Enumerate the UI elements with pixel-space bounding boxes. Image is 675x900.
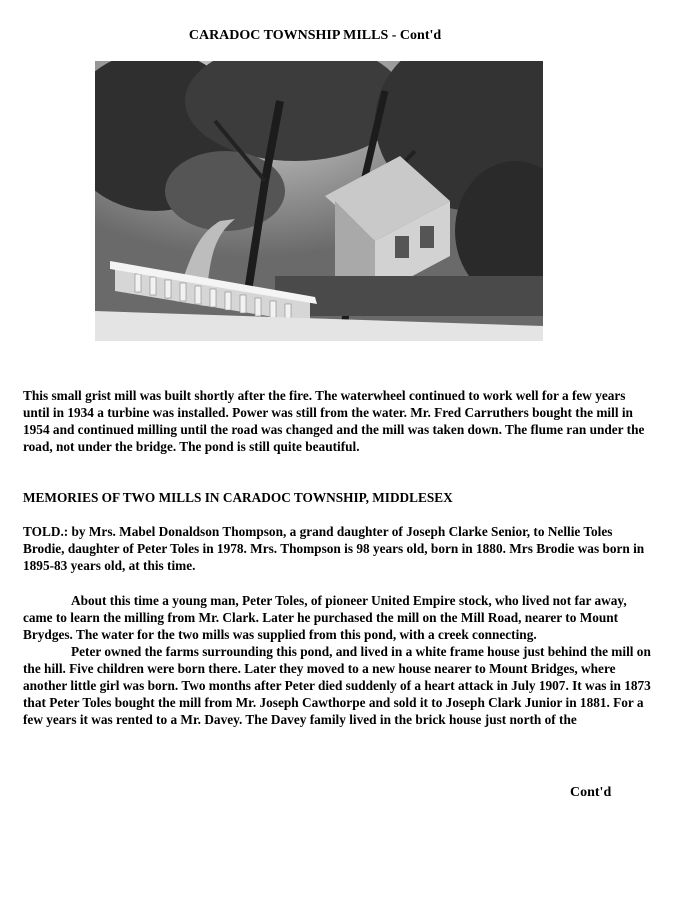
continued-label: Cont'd bbox=[570, 785, 612, 800]
paragraph-told-by: TOLD.: by Mrs. Mabel Donaldson Thompson, a grand daughter of Joseph Clarke Senior, to Nellie Toles Brodie, daughter of Peter Toles in 1978. Mrs. Thompson is 98 years old, born in 1880. Mrs Brodie was born in 1895-83 years old, at this time. bbox=[23, 524, 645, 573]
paragraph-mill-history: This small grist mill was built shortly after the fire. The waterwheel continued to work well for a few years until in 1934 a turbine was installed. Power was still from the water. Mr. Fred Carruthers bought the mill in 1954 and continued milling until the road was changed and the mill was taken down. The flume ran under the road, not under the bridge. The pond is still quite beautiful. bbox=[23, 388, 645, 454]
paragraph-peter-toles-farms: Peter owned the farms surrounding this pond, and lived in a white frame house just behind the mill on the hill. Five children were born there. Later they moved to a new house nearer to Mount Bridges, where another little girl was born. Two months after Peter died suddenly of a heart attack in July 1907. It was in 1873 that Peter Toles bought the mill from Mr. Joseph Cawthorpe and sold it to Joseph Clark Junior in 1881. For a few years it was rented to a Mr. Davey. The Davey family lived in the brick house just north of the bbox=[23, 644, 651, 727]
page-title: CARADOC TOWNSHIP MILLS - Cont'd bbox=[188, 28, 442, 43]
paragraph-peter-toles-learning: About this time a young man, Peter Toles, of pioneer United Empire stock, who lived not far away, came to learn the milling from Mr. Clark. Later he purchased the mill on the Mill Road, nearer to Mount Brydges. The water for the two mills was supplied from this pond, with a creek connecting. bbox=[23, 593, 627, 642]
memories-body bbox=[23, 592, 653, 728]
mill-photo-illustration bbox=[95, 61, 543, 341]
mill-photograph bbox=[95, 61, 543, 341]
section-heading: MEMORIES OF TWO MILLS IN CARADOC TOWNSHIP, MIDDLESEX bbox=[23, 490, 453, 505]
